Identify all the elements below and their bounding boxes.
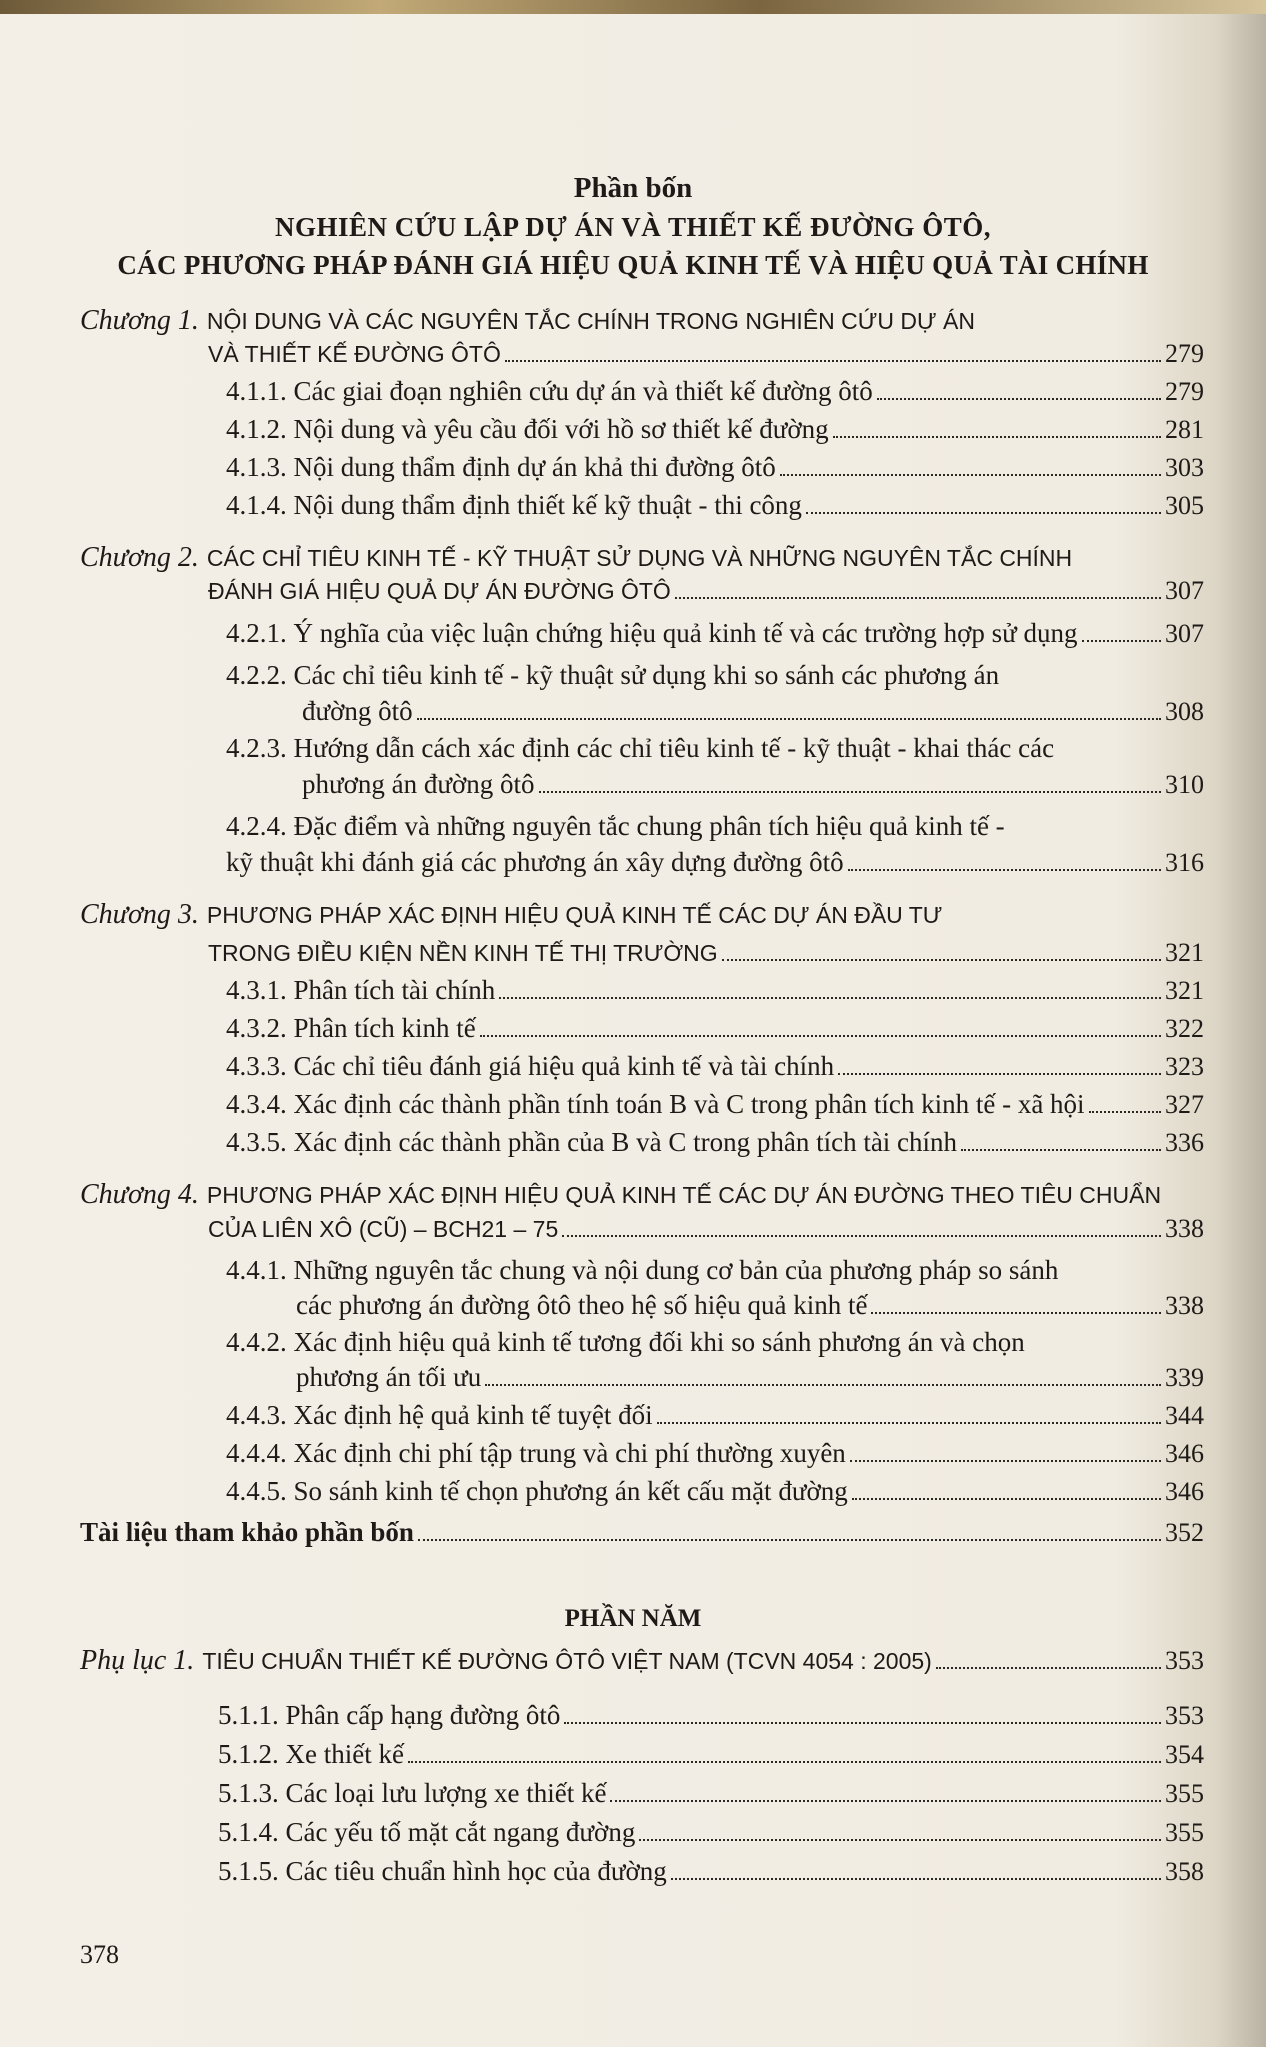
toc-entry[interactable]: 4.3.2. Phân tích kinh tế 322 xyxy=(226,1013,1204,1043)
part5-title: PHẦN NĂM xyxy=(564,1605,702,1632)
chapter-label: Chương 1. xyxy=(80,305,199,336)
toc-entry[interactable]: 4.4.3. Xác định hệ quả kinh tế tuyệt đối 344 xyxy=(226,1400,1204,1430)
toc-entry[interactable]: 5.1.4. Các yếu tố mặt cắt ngang đường 355 xyxy=(218,1817,1204,1847)
chapter-2-heading xyxy=(80,542,1072,574)
page-number: 279 xyxy=(1165,339,1204,368)
toc-entry[interactable]: 4.1.1. Các giai đoạn nghiên cứu dự án và thiết kế đường ôtô 279 xyxy=(226,376,1204,406)
toc-entry[interactable]: VÀ THIẾT KẾ ĐƯỜNG ÔTÔ 279 xyxy=(208,339,1204,368)
toc-entry[interactable]: 4.3.1. Phân tích tài chính 321 xyxy=(226,975,1204,1005)
toc-entry[interactable]: 5.1.1. Phân cấp hạng đường ôtô 353 xyxy=(218,1700,1204,1730)
toc-entry[interactable]: 4.1.3. Nội dung thẩm định dự án khả thi đường ôtô 303 xyxy=(226,452,1204,482)
toc-entry[interactable]: 4.3.4. Xác định các thành phần tính toán B và C trong phân tích kinh tế - xã hội 327 xyxy=(226,1089,1204,1119)
toc-entry-line: 4.4.2. Xác định hiệu quả kinh tế tương đối khi so sánh phương án và chọn xyxy=(226,1327,1025,1357)
chapter-label: Chương 4. xyxy=(80,1179,199,1210)
part4-subtitle-line1: NGHIÊN CỨU LẬP DỰ ÁN VÀ THIẾT KẾ ĐƯỜNG ÔTÔ, xyxy=(274,212,992,242)
toc-entry[interactable]: 4.3.5. Xác định các thành phần của B và C trong phân tích tài chính 336 xyxy=(226,1127,1204,1157)
chapter-label: Chương 3. xyxy=(80,899,199,930)
chapter-title: CÁC CHỈ TIÊU KINH TẾ - KỸ THUẬT SỬ DỤNG VÀ NHỮNG NGUYÊN TẮC CHÍNH xyxy=(206,545,1073,571)
page-folio: 378 xyxy=(80,1940,119,1969)
toc-entry[interactable]: kỹ thuật khi đánh giá các phương án xây dựng đường ôtô 316 xyxy=(226,847,1204,877)
part4-title: Phần bốn xyxy=(573,172,693,204)
toc-entry[interactable]: 4.1.4. Nội dung thẩm định thiết kế kỹ thuật - thi công 305 xyxy=(226,490,1204,520)
toc-entry[interactable]: đường ôtô 308 xyxy=(302,696,1204,726)
toc-entry[interactable]: các phương án đường ôtô theo hệ số hiệu quả kinh tế 338 xyxy=(296,1290,1204,1320)
toc-entry[interactable]: TRONG ĐIỀU KIỆN NỀN KINH TẾ THỊ TRƯỜNG 321 xyxy=(208,938,1204,967)
toc-entry-line: 4.4.1. Những nguyên tắc chung và nội dung cơ bản của phương pháp so sánh xyxy=(226,1255,1059,1285)
toc-entry[interactable]: 4.2.1. Ý nghĩa của việc luận chứng hiệu quả kinh tế và các trường hợp sử dụng 307 xyxy=(226,618,1204,648)
chapter-title: NỘI DUNG VÀ CÁC NGUYÊN TẮC CHÍNH TRONG NGHIÊN CỨU DỰ ÁN xyxy=(206,308,975,334)
chapter-4-heading xyxy=(80,1179,1161,1211)
toc-entry[interactable]: 5.1.3. Các loại lưu lượng xe thiết kế 355 xyxy=(218,1778,1204,1808)
toc-entry[interactable]: phương án tối ưu 339 xyxy=(296,1362,1204,1392)
toc-entry[interactable]: 4.3.3. Các chỉ tiêu đánh giá hiệu quả kinh tế và tài chính 323 xyxy=(226,1051,1204,1081)
chapter-title: PHƯƠNG PHÁP XÁC ĐỊNH HIỆU QUẢ KINH TẾ CÁC DỰ ÁN ĐẦU TƯ xyxy=(206,902,943,928)
toc-entry-line: 4.2.4. Đặc điểm và những nguyên tắc chung phân tích hiệu quả kinh tế - xyxy=(226,811,1005,841)
references-entry[interactable]: Tài liệu tham khảo phần bốn 352 xyxy=(80,1517,1204,1547)
page-top-edge xyxy=(0,0,1266,14)
part4-subtitle-line2: CÁC PHƯƠNG PHÁP ĐÁNH GIÁ HIỆU QUẢ KINH TẾ VÀ HIỆU QUẢ TÀI CHÍNH xyxy=(117,250,1149,280)
chapter-3-heading xyxy=(80,899,942,931)
toc-entry[interactable]: phương án đường ôtô 310 xyxy=(302,769,1204,799)
appendix-1-heading[interactable]: Phụ lục 1. TIÊU CHUẨN THIẾT KẾ ĐƯỜNG ÔTÔ VIỆT NAM (TCVN 4054 : 2005) 353 xyxy=(80,1645,1204,1676)
toc-entry-line: 4.2.3. Hướng dẫn cách xác định các chỉ tiêu kinh tế - kỹ thuật - khai thác các xyxy=(226,733,1055,763)
chapter-label: Chương 2. xyxy=(80,542,199,573)
toc-entry[interactable]: CỦA LIÊN XÔ (CŨ) – BCH21 – 75 338 xyxy=(208,1214,1204,1243)
toc-entry[interactable]: 5.1.5. Các tiêu chuẩn hình học của đường 358 xyxy=(218,1856,1204,1886)
toc-entry[interactable]: 4.4.5. So sánh kinh tế chọn phương án kết cấu mặt đường 346 xyxy=(226,1476,1204,1506)
chapter-title: PHƯƠNG PHÁP XÁC ĐỊNH HIỆU QUẢ KINH TẾ CÁC DỰ ÁN ĐƯỜNG THEO TIÊU CHUẨN xyxy=(206,1182,1162,1208)
toc-entry-line: 4.2.2. Các chỉ tiêu kinh tế - kỹ thuật sử dụng khi so sánh các phương án xyxy=(226,660,1000,690)
toc-entry[interactable]: 4.4.4. Xác định chi phí tập trung và chi phí thường xuyên 346 xyxy=(226,1438,1204,1468)
toc-entry[interactable]: 4.1.2. Nội dung và yêu cầu đối với hồ sơ thiết kế đường 281 xyxy=(226,414,1204,444)
chapter-1-heading xyxy=(80,305,975,337)
toc-entry[interactable]: 5.1.2. Xe thiết kế 354 xyxy=(218,1739,1204,1769)
toc-entry[interactable]: ĐÁNH GIÁ HIỆU QUẢ DỰ ÁN ĐƯỜNG ÔTÔ 307 xyxy=(208,576,1204,605)
